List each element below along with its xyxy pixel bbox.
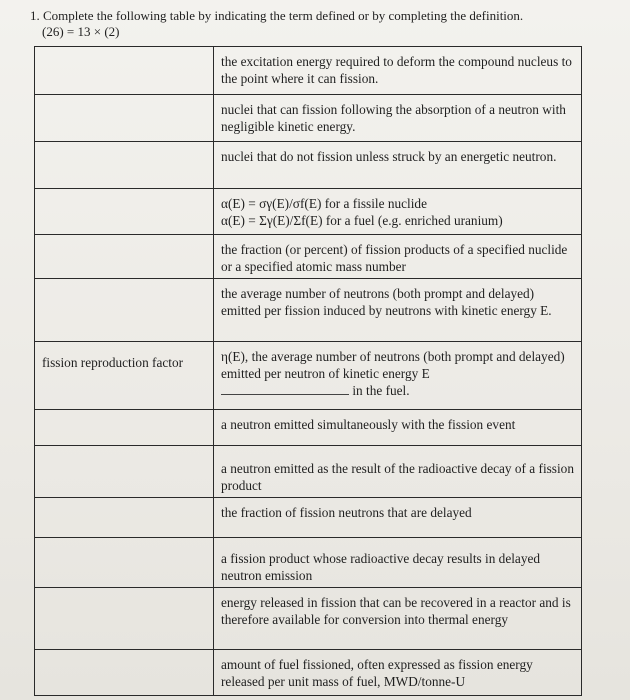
term-text: fission reproduction factor — [42, 355, 184, 370]
definition-cell: the excitation energy required to deform the compound nucleus to the point where it can fission. — [214, 47, 582, 95]
table-row — [35, 235, 582, 279]
term-cell[interactable] — [35, 279, 214, 342]
definition-line: α(E) = Σγ(E)/Σf(E) for a fuel (e.g. enriched uranium) — [221, 213, 503, 228]
question-header — [30, 8, 523, 40]
table-row — [35, 498, 582, 538]
table-row — [35, 342, 582, 410]
definition-cell: amount of fuel fissioned, often expressed as fission energy released per unit mass of fuel, MWD/tonne-U — [214, 650, 582, 696]
definition-cell: nuclei that do not fission unless struck by an energetic neutron. — [214, 142, 582, 189]
table-row — [35, 47, 582, 95]
definition-cell: the fraction (or percent) of fission products of a specified nuclide or a specified atomic mass number — [214, 235, 582, 279]
term-cell[interactable] — [35, 95, 214, 142]
table-row — [35, 142, 582, 189]
answer-blank[interactable] — [221, 382, 349, 395]
definition-line: α(E) = σγ(E)/σf(E) for a fissile nuclide — [221, 196, 427, 211]
definition-line: η(E), the average number of neutrons (both prompt and delayed) emitted per neutron of kinetic energy E — [221, 349, 565, 381]
term-cell[interactable] — [35, 342, 214, 410]
table-row — [35, 410, 582, 446]
term-cell[interactable] — [35, 446, 214, 498]
definition-cell: a neutron emitted as the result of the radioactive decay of a fission product — [214, 446, 582, 498]
definition-cell: a fission product whose radioactive decay results in delayed neutron emission — [214, 538, 582, 588]
term-cell[interactable] — [35, 650, 214, 696]
term-cell[interactable] — [35, 410, 214, 446]
definition-line-tail: in the fuel. — [352, 383, 410, 398]
question-prompt: 1. Complete the following table by indicating the term defined or by completing the definition. — [30, 8, 524, 23]
definition-cell: a neutron emitted simultaneously with the fission event — [214, 410, 582, 446]
table-row — [35, 279, 582, 342]
definition-cell: energy released in fission that can be recovered in a reactor and is therefore available for conversion into thermal energy — [214, 588, 582, 650]
question-points: (26) = 13 × (2) — [42, 24, 120, 39]
definition-cell: the average number of neutrons (both prompt and delayed) emitted per fission induced by neutrons with kinetic energy E. — [214, 279, 582, 342]
definition-cell — [214, 189, 582, 235]
term-cell[interactable] — [35, 235, 214, 279]
term-cell[interactable] — [35, 189, 214, 235]
term-cell[interactable] — [35, 142, 214, 189]
term-cell[interactable] — [35, 498, 214, 538]
definitions-table — [34, 46, 582, 696]
definition-line — [221, 382, 575, 399]
table-row — [35, 650, 582, 696]
table-row — [35, 588, 582, 650]
definition-cell: nuclei that can fission following the absorption of a neutron with negligible kinetic energy. — [214, 95, 582, 142]
definition-cell: the fraction of fission neutrons that are delayed — [214, 498, 582, 538]
table-row — [35, 189, 582, 235]
term-cell[interactable] — [35, 588, 214, 650]
table-row — [35, 95, 582, 142]
term-cell[interactable] — [35, 47, 214, 95]
table-row — [35, 446, 582, 498]
definition-cell — [214, 342, 582, 410]
term-cell[interactable] — [35, 538, 214, 588]
table-row — [35, 538, 582, 588]
